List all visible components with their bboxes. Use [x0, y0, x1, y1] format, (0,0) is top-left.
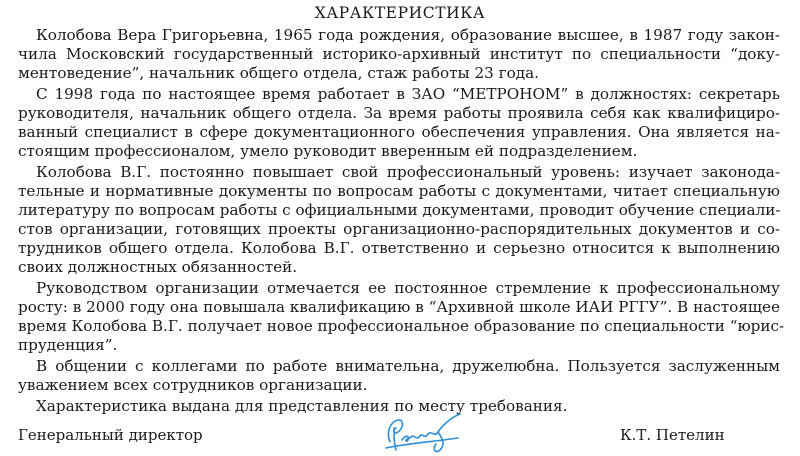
paragraph-4-line-2: росту: в 2000 году она повышала квалификацию в “Архивной школе ИАИ РГГУ”. В настоящее — [18, 298, 780, 316]
paragraph-3-line-3: литературу по вопросам работы с официальными документами, проводит обучение специали- — [18, 201, 781, 219]
paragraph-1-line-1: Колобова Вера Григорьевна, 1965 года рождения, образование высшее, в 1987 году закон- — [36, 26, 780, 44]
paragraph-4-line-1: Руководством организации отмечается ее постоянное стремление к профессиональному — [36, 279, 780, 297]
paragraph-3-line-4: стов организации, готовящих проекты организационно-распорядительных документов и со- — [18, 220, 780, 238]
paragraph-2-line-2: руководителя, начальник общего отдела. За время работы проявила себя как квалифициро- — [18, 104, 780, 122]
paragraph-4-line-3: время Колобова В.Г. получает новое профессиональное образование по специальности “юрис- — [18, 317, 785, 335]
paragraph-3-line-5: трудников общего отдела. Колобова В.Г. ответственно и серьезно относится к выполнению — [18, 239, 780, 257]
document-title: ХАРАКТЕРИСТИКА — [314, 4, 486, 22]
paragraph-3-line-2: тельные и нормативные документы по вопросам работы с документами, читает специальную — [18, 182, 780, 200]
handwritten-signature-icon — [380, 408, 472, 456]
paragraph-1-line-2: чила Московский государственный историко-архивный институт по специальности “доку- — [18, 45, 780, 63]
paragraph-1-line-3: ментоведение”, начальник общего отдела, стаж работы 23 года. — [18, 64, 539, 82]
paragraph-5-line-2: уважением всех сотрудников организации. — [18, 376, 368, 394]
signatory-position: Генеральный директор — [18, 426, 203, 444]
paragraph-3-line-1: Колобова В.Г. постоянно повышает свой профессиональный уровень: изучает законода- — [36, 163, 780, 181]
paragraph-4-line-4: пруденция”. — [18, 336, 118, 354]
paragraph-6-line-1: Характеристика выдана для представления по месту требования. — [36, 397, 568, 415]
signatory-name: К.Т. Петелин — [620, 426, 725, 444]
paragraph-3-line-6: своих должностных обязанностей. — [18, 258, 298, 276]
paragraph-2-line-3: ванный специалист в сфере документационного обеспечения управления. Она является на- — [18, 123, 780, 141]
paragraph-2-line-1: С 1998 года по настоящее время работает в ЗАО “МЕТРОНОМ” в должностях: секретарь — [36, 85, 780, 103]
paragraph-5-line-1: В общении с коллегами по работе внимательна, дружелюбна. Пользуется заслуженным — [36, 357, 780, 375]
paragraph-2-line-4: стоящим профессионалом, умело руководит вверенным ей подразделением. — [18, 142, 638, 160]
